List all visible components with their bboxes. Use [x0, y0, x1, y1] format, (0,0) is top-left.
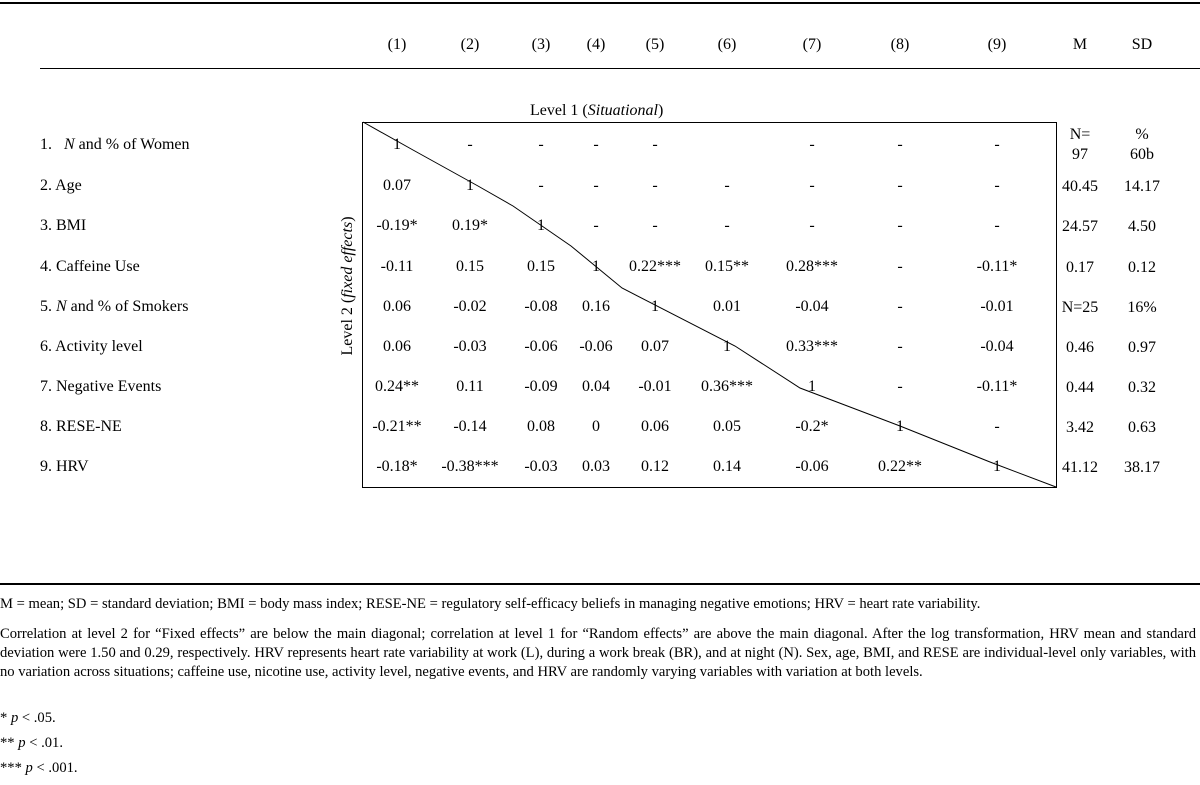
- row-label: [40, 136, 190, 154]
- column-header-1: (1): [387, 36, 407, 53]
- row-number: 8.: [40, 418, 56, 435]
- note-abbreviations: M = mean; SD = standard deviation; BMI = body mass index; RESE-NE = regulatory self-efficacy beliefs in managing negative emotions; HRV = heart rate variability.: [0, 596, 981, 612]
- table-cell: -: [897, 136, 903, 153]
- table-cell: -0.11*: [976, 378, 1018, 395]
- level2-label: [339, 216, 357, 355]
- table-cell: 1: [808, 378, 816, 395]
- row-label-text: Negative Events: [56, 378, 162, 395]
- row-label: [40, 338, 143, 356]
- table-cell: 0.11: [456, 378, 484, 395]
- table-cell: 0.15: [527, 258, 555, 275]
- row-label-text: and % of Women: [74, 136, 190, 153]
- table-cell: 1: [592, 258, 600, 275]
- note-correlation: Correlation at level 2 for “Fixed effects” are below the main diagonal; correlation at level 1 for “Random effects” are above the main diagonal. After the log transformation, HRV mean and standard deviation were 1.50 and 0.29, respectively. HRV represents heart rate variability at work (L), during a work break (BR), and at night (N). Sex, age, BMI, and RESE are individual-level only variables, with no variation across situations; caffeine use, nicotine use, activity level, negative events, and HRV are randomly varying variables with variation at both levels.: [0, 626, 1196, 680]
- table-cell: -0.14: [453, 418, 487, 435]
- significance-note: [0, 710, 56, 727]
- table-cell: 0.06: [641, 418, 669, 435]
- sig-stars: **: [0, 735, 19, 751]
- table-cell: 1: [993, 458, 1001, 475]
- table-cell: 0.36***: [701, 378, 753, 395]
- table-cell: 0.22***: [629, 258, 681, 275]
- table-cell: -: [538, 177, 544, 194]
- table-cell: -: [724, 177, 730, 194]
- table-cell: -: [652, 217, 658, 234]
- table-cell: -0.18*: [376, 458, 418, 475]
- mean-cell: 0.46: [1066, 339, 1094, 356]
- level1-label-suffix: ): [657, 102, 664, 119]
- level2-label-italic: fixed effects: [339, 221, 356, 298]
- table-cell: -0.21**: [372, 418, 422, 435]
- table-cell: 0.07: [383, 177, 411, 194]
- table-cell: -: [897, 258, 903, 275]
- table-cell: -: [724, 217, 730, 234]
- table-cell: 1: [723, 338, 731, 355]
- mean-cell: 40.45: [1062, 178, 1098, 195]
- table-cell: 0.28***: [786, 258, 838, 275]
- row-number: 2.: [40, 177, 56, 194]
- row-label-italic: N: [64, 136, 75, 153]
- table-cell: 0.12: [641, 458, 669, 475]
- row-number: 9.: [40, 458, 56, 475]
- table-cell: -: [652, 177, 658, 194]
- table-cell: 0.04: [582, 378, 610, 395]
- table-cell: -0.06: [524, 338, 558, 355]
- table-cell: 0.22**: [878, 458, 922, 475]
- table-cell: -0.03: [524, 458, 558, 475]
- row-label: [40, 217, 86, 235]
- table-cell: 0: [592, 418, 600, 435]
- level1-label-prefix: Level 1 (: [530, 102, 588, 119]
- table-cell: -: [593, 136, 599, 153]
- table-cell: 0.15**: [705, 258, 749, 275]
- table-cell: 0.06: [383, 338, 411, 355]
- table-cell: -0.03: [453, 338, 487, 355]
- sig-threshold: < .01.: [25, 735, 63, 751]
- row-number: 6.: [40, 338, 56, 355]
- table-cell: 1: [651, 298, 659, 315]
- table-cell: 0.06: [383, 298, 411, 315]
- row-label-text: Caffeine Use: [56, 258, 140, 275]
- sd-cell: 0.97: [1128, 339, 1156, 356]
- table-cell: -: [809, 217, 815, 234]
- sig-stars: ***: [0, 760, 26, 776]
- mean-cell: 0.17: [1066, 259, 1094, 276]
- table-cell: -: [809, 177, 815, 194]
- table-cell: -: [897, 338, 903, 355]
- table-cell: -0.02: [453, 298, 487, 315]
- column-header-8: (8): [890, 36, 910, 53]
- table-cell: -0.06: [795, 458, 829, 475]
- table-cell: -0.04: [980, 338, 1014, 355]
- mean-cell: 0.44: [1066, 379, 1094, 396]
- row-number: 4.: [40, 258, 56, 275]
- sig-stars: *: [0, 710, 11, 726]
- table-cell: 0.03: [582, 458, 610, 475]
- matrix-right-border: [1056, 122, 1057, 487]
- mean-cell: 24.57: [1062, 218, 1098, 235]
- sig-threshold: < .05.: [18, 710, 56, 726]
- sig-p: p: [18, 735, 26, 751]
- column-header-11: SD: [1131, 36, 1153, 53]
- column-header-9: (9): [987, 36, 1007, 53]
- sd-cell: 38.17: [1124, 459, 1160, 476]
- column-header-3: (3): [531, 36, 551, 53]
- level2-label-prefix: Level 2 (: [339, 297, 356, 356]
- table-cell: -0.11*: [976, 258, 1018, 275]
- mean-cell: 41.12: [1062, 459, 1098, 476]
- table-bottom-rule: [0, 583, 1200, 585]
- row-label-text: BMI: [56, 217, 87, 234]
- header-rule: [40, 68, 1200, 69]
- sd-cell: 4.50: [1128, 218, 1156, 235]
- table-cell: -: [593, 177, 599, 194]
- row-number: 3.: [40, 217, 56, 234]
- table-cell: -: [538, 136, 544, 153]
- table-cell: -: [652, 136, 658, 153]
- table-cell: 0.07: [641, 338, 669, 355]
- table-cell: -: [897, 217, 903, 234]
- table-cell: -0.38***: [441, 458, 499, 475]
- significance-note: [0, 760, 78, 777]
- table-cell: -: [994, 418, 1000, 435]
- top-rule: [0, 2, 1200, 4]
- table-cell: -: [593, 217, 599, 234]
- mean-cell: N= 97: [1069, 126, 1091, 163]
- table-cell: -: [994, 177, 1000, 194]
- table-cell: -0.01: [638, 378, 672, 395]
- row-label-italic: N: [56, 298, 67, 315]
- sd-cell: % 60b: [1130, 126, 1154, 163]
- mean-cell: 3.42: [1066, 419, 1094, 436]
- table-cell: 0.01: [713, 298, 741, 315]
- sig-p: p: [25, 760, 33, 776]
- table-cell: 0.16: [582, 298, 610, 315]
- matrix-bottom-border: [362, 487, 1057, 488]
- level1-label: [530, 102, 663, 120]
- row-label: [40, 458, 89, 476]
- column-header-6: (6): [717, 36, 737, 53]
- table-cell: -: [897, 298, 903, 315]
- table-cell: 0.05: [713, 418, 741, 435]
- sd-cell: 0.63: [1128, 419, 1156, 436]
- table-cell: 1: [537, 217, 545, 234]
- table-cell: 0.14: [713, 458, 741, 475]
- table-cell: -: [994, 217, 1000, 234]
- table-cell: -0.2*: [795, 418, 829, 435]
- table-cell: -0.19*: [376, 217, 418, 234]
- table-cell: 0.19*: [452, 217, 488, 234]
- table-cell: -: [994, 136, 1000, 153]
- mean-cell: N=25: [1061, 299, 1099, 316]
- sig-p: p: [10, 710, 19, 726]
- row-number: 7.: [40, 378, 56, 395]
- column-header-4: (4): [586, 36, 606, 53]
- table-cell: -0.11: [380, 258, 414, 275]
- table-cell: 1: [896, 418, 904, 435]
- table-cell: 1: [393, 136, 401, 153]
- column-header-2: (2): [460, 36, 480, 53]
- row-label-text: HRV: [56, 458, 89, 475]
- table-cell: -0.06: [579, 338, 613, 355]
- row-label-text: and % of Smokers: [66, 298, 189, 315]
- table-cell: -0.04: [795, 298, 829, 315]
- row-label: [40, 298, 188, 316]
- table-cell: 0.08: [527, 418, 555, 435]
- table-cell: -: [897, 378, 903, 395]
- matrix-left-border: [362, 122, 363, 487]
- table-cell: 1: [466, 177, 474, 194]
- column-header-7: (7): [802, 36, 822, 53]
- row-label: [40, 177, 82, 195]
- sd-cell: 16%: [1127, 299, 1157, 316]
- table-cell: -0.08: [524, 298, 558, 315]
- column-header-5: (5): [645, 36, 665, 53]
- column-header-10: M: [1072, 36, 1088, 53]
- row-label: [40, 378, 161, 396]
- table-cell: -: [467, 136, 473, 153]
- table-cell: 0.24**: [375, 378, 419, 395]
- row-label: [40, 418, 122, 436]
- table-cell: -0.09: [524, 378, 558, 395]
- row-number: 5.: [40, 298, 56, 315]
- row-label-text: Activity level: [55, 338, 143, 355]
- row-label-text: RESE-NE: [56, 418, 122, 435]
- row-number: 1.: [40, 136, 64, 153]
- table-cell: 0.33***: [786, 338, 838, 355]
- significance-note: [0, 735, 63, 752]
- sd-cell: 14.17: [1124, 178, 1160, 195]
- table-cell: 0.15: [456, 258, 484, 275]
- sd-cell: 0.12: [1128, 259, 1156, 276]
- sig-threshold: < .001.: [32, 760, 78, 776]
- table-cell: -: [809, 136, 815, 153]
- row-label: [40, 258, 140, 276]
- table-cell: -0.01: [980, 298, 1014, 315]
- level2-label-suffix: ): [339, 216, 356, 222]
- sd-cell: 0.32: [1128, 379, 1156, 396]
- level1-label-italic: Situational: [587, 102, 658, 119]
- matrix-top-border: [362, 122, 1057, 123]
- table-cell: -: [897, 177, 903, 194]
- row-label-text: Age: [55, 177, 82, 194]
